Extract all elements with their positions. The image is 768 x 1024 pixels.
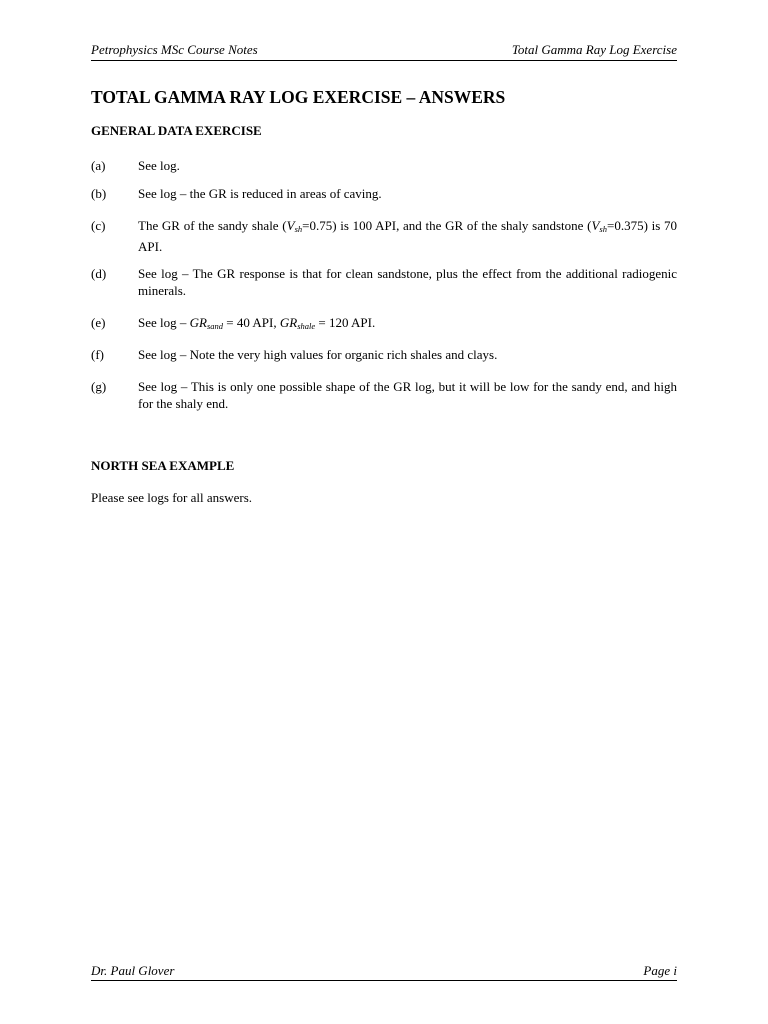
answer-item-d (91, 265, 677, 299)
page-footer (91, 963, 677, 981)
answer-item-g (91, 378, 677, 412)
item-marker: (f) (91, 347, 104, 362)
north-sea-text: Please see logs for all answers. (91, 490, 253, 505)
answer-item-b (91, 185, 677, 202)
item-text: See log. (138, 158, 180, 173)
footer-author: Dr. Paul Glover (91, 963, 175, 978)
answer-item-e (91, 314, 677, 335)
header-course-title: Petrophysics MSc Course Notes (91, 42, 258, 57)
answer-item-a (91, 157, 677, 174)
item-marker: (a) (91, 158, 106, 173)
header-section-title: Total Gamma Ray Log Exercise (511, 42, 677, 57)
item-marker: (b) (91, 186, 107, 201)
north-sea-heading: NORTH SEA EXAMPLE (91, 458, 235, 473)
answer-item-f (91, 346, 677, 363)
general-data-heading: GENERAL DATA EXERCISE (91, 123, 262, 138)
item-text: See log – the GR is reduced in areas of caving. (138, 186, 382, 201)
item-text: See log – The GR response is that for clean sandstone, plus the effect from the additional radiogenic minerals. (138, 266, 677, 298)
item-text: See $\log - GR_{sand} = 40$ API, $GR_{shale} = 120$ API. (138, 315, 376, 331)
answer-item-c (91, 217, 677, 255)
item-marker: (e) (91, 315, 106, 330)
item-marker: (g) (91, 379, 107, 394)
item-marker: (c) (91, 218, 106, 233)
item-text: The GR of the sandy shale $(V_{sh}=0.75)$ is 100 API, and the GR of the shaly sandstone $(V_{sh}=0.375)$ is 70 API. (138, 218, 677, 254)
item-marker: (d) (91, 266, 107, 281)
page-title: TOTAL GAMMA RAY LOG EXERCISE – ANSWERS (91, 87, 506, 107)
page-header (91, 41, 677, 61)
item-text: See log – This is only one possible shape of the GR log, but it will be low for the sandy end, and high for the shaly end. (138, 379, 677, 411)
item-text: See log – Note the very high values for organic rich shales and clays. (138, 347, 498, 362)
footer-page-number: Page i (643, 963, 677, 978)
